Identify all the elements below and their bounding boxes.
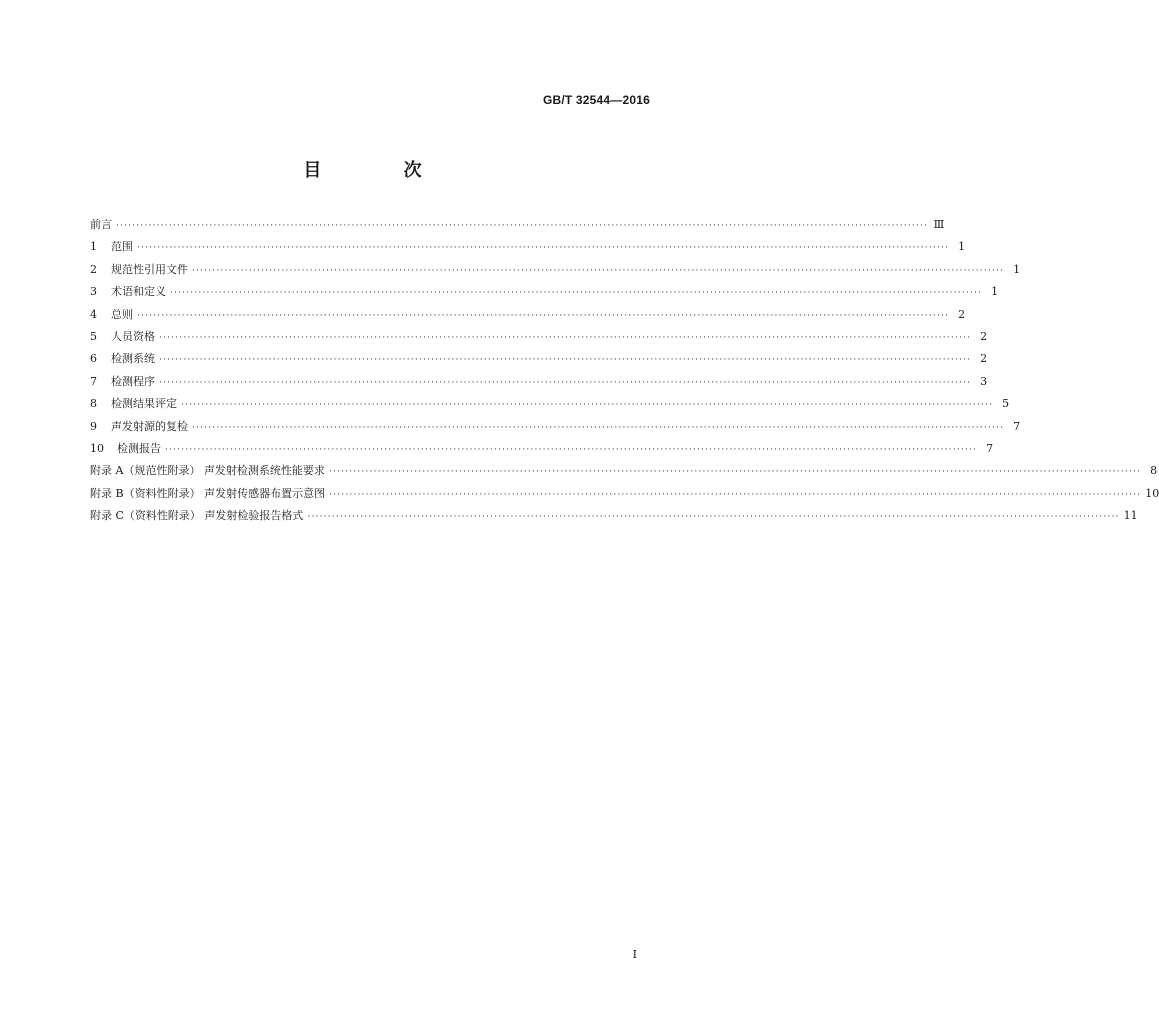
toc-entry-page: 5 <box>1002 397 1010 411</box>
toc-entry[interactable] <box>90 416 1021 438</box>
toc-entry-title: 附录 C（资料性附录） 声发射检验报告格式 <box>90 509 304 523</box>
toc-leader-dots: ········································································································································································································ <box>329 489 1142 500</box>
toc-entry-page: 2 <box>980 352 988 366</box>
toc-entry-page: 10 <box>1145 486 1159 500</box>
toc-entry-page: 2 <box>980 329 988 343</box>
toc-entry-number: 4 <box>90 307 97 321</box>
toc-entry-title: 附录 A（规范性附录） 声发射检测系统性能要求 <box>90 464 325 478</box>
toc-entry-title: 附录 B（资料性附录） 声发射传感器布置示意图 <box>90 486 326 500</box>
toc-entry-title: 范围 <box>111 240 133 254</box>
toc-entry-page: 2 <box>958 307 966 321</box>
toc-leader-dots: ········································································································································································································ <box>328 467 1142 478</box>
toc-entry-page: 7 <box>986 441 994 455</box>
toc-entry[interactable] <box>90 438 994 460</box>
toc-entry-number: 3 <box>90 285 97 299</box>
toc-entry[interactable] <box>90 259 1021 281</box>
toc-entry-page: Ⅲ <box>933 218 945 231</box>
toc-entry[interactable] <box>90 371 988 393</box>
toc-entry-page: 8 <box>1150 464 1158 478</box>
toc-entry-number: 7 <box>90 374 97 388</box>
toc-entry[interactable] <box>90 460 1158 482</box>
toc-entry-title: 检测报告 <box>117 441 161 455</box>
toc-entry-number: 5 <box>90 329 97 343</box>
toc-entry-title: 声发射源的复检 <box>111 419 188 433</box>
page-title: 目 次 <box>303 160 460 181</box>
toc-entry-title: 检测程序 <box>111 374 155 388</box>
toc-entry-number: 2 <box>90 262 97 276</box>
toc-entry-title: 总则 <box>111 307 133 321</box>
toc-entry[interactable] <box>90 281 999 303</box>
toc-entry[interactable] <box>90 348 988 370</box>
toc-entry[interactable] <box>90 214 945 236</box>
toc-leader-dots: ········································································································································································································ <box>116 221 929 231</box>
toc-leader-dots: ········································································································································································································ <box>192 265 1005 276</box>
toc-entry-title: 检测结果评定 <box>111 397 177 411</box>
toc-entry-number: 9 <box>90 419 97 433</box>
standard-number: GB/T 32544—2016 <box>542 93 650 107</box>
toc-leader-dots: ········································································································································································································ <box>181 400 994 411</box>
toc-leader-dots: ········································································································································································································ <box>159 332 972 343</box>
toc-entry-number: 8 <box>90 397 97 411</box>
toc-entry[interactable] <box>90 483 1159 505</box>
toc-leader-dots: ········································································································································································································ <box>170 288 983 299</box>
toc-entry-number: 1 <box>90 240 97 254</box>
toc-entry-page: 1 <box>991 285 999 299</box>
toc-leader-dots: ········································································································································································································ <box>159 355 972 366</box>
toc-leader-dots: ········································································································································································································ <box>159 377 972 388</box>
toc-leader-dots: ········································································································································································································ <box>137 243 950 254</box>
toc-entry-page: 3 <box>980 374 988 388</box>
toc-leader-dots: ········································································································································································································ <box>307 512 1120 523</box>
toc-leader-dots: ········································································································································································································ <box>137 310 950 321</box>
toc-entry[interactable] <box>90 236 966 258</box>
toc-leader-dots: ········································································································································································································ <box>165 444 978 455</box>
toc-entry-title: 规范性引用文件 <box>111 262 188 276</box>
toc-entry[interactable] <box>90 326 988 348</box>
toc-entry-page: 7 <box>1013 419 1021 433</box>
toc-entry-number: 6 <box>90 352 97 366</box>
toc-leader-dots: ········································································································································································································ <box>192 422 1005 433</box>
toc-entry[interactable] <box>90 393 1010 415</box>
toc-entry-number: 10 <box>90 441 104 455</box>
toc-entry[interactable] <box>90 505 1138 527</box>
toc-entry-title: 人员资格 <box>111 329 155 343</box>
toc-entry-title: 前言 <box>90 218 112 231</box>
toc-entry-title: 术语和定义 <box>111 285 166 299</box>
toc-entry-page: 1 <box>1013 262 1021 276</box>
table-of-contents <box>90 214 1159 527</box>
toc-entry-title: 检测系统 <box>111 352 155 366</box>
toc-entry[interactable] <box>90 304 966 326</box>
toc-entry-page: 11 <box>1123 509 1138 523</box>
footer-page-number: I <box>632 948 637 961</box>
toc-entry-page: 1 <box>958 240 966 254</box>
